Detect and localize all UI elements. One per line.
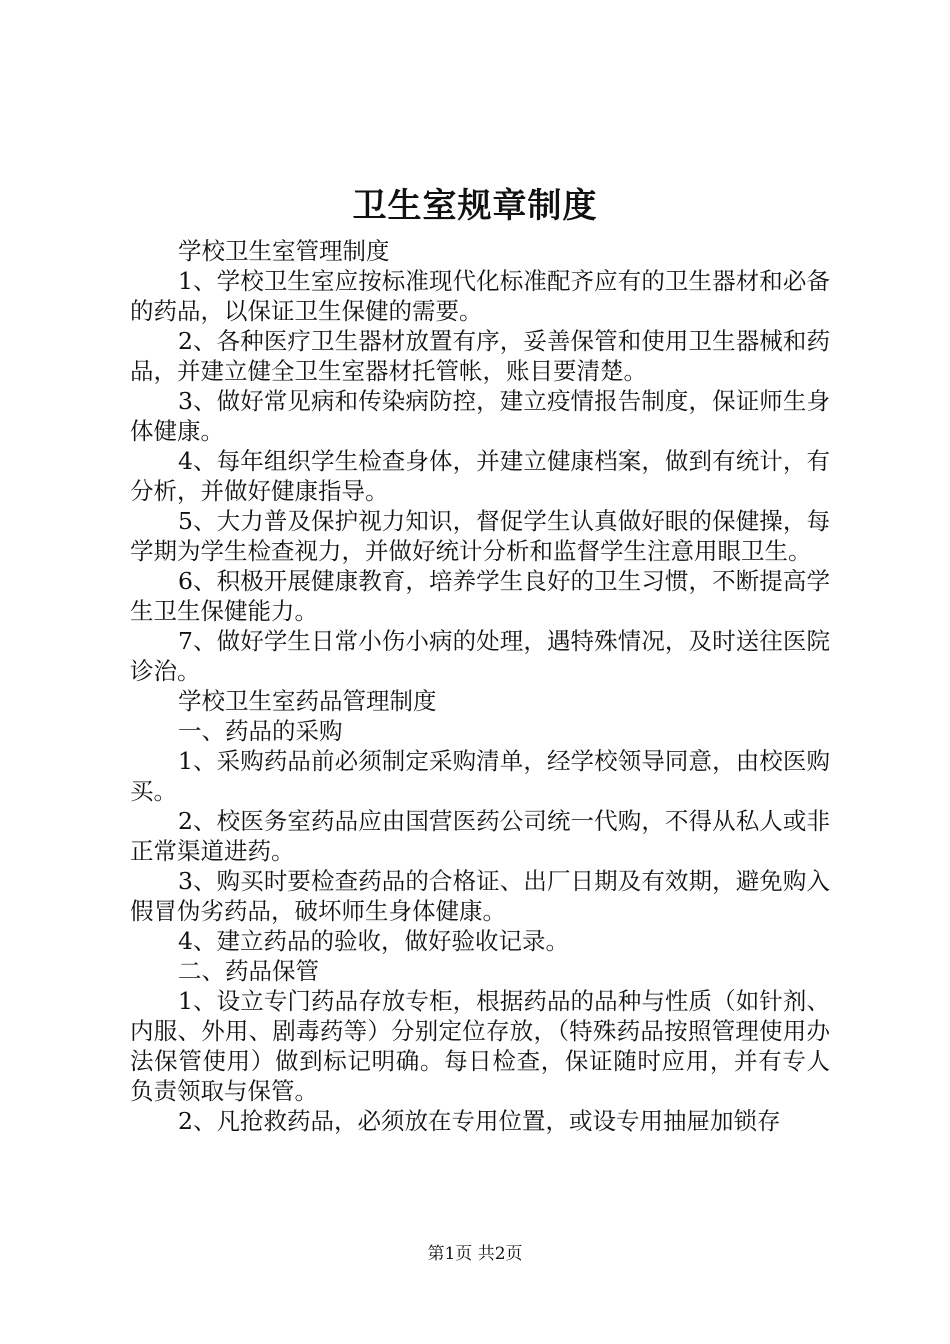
- paragraph: 3、购买时要检查药品的合格证、出厂日期及有效期，避免购入假冒伪劣药品，破坏师生身体健康。: [130, 867, 830, 925]
- section-heading: 学校卫生室药品管理制度: [178, 687, 437, 715]
- paragraph: 2、凡抢救药品，必须放在专用位置，或设专用抽屉加锁存: [178, 1107, 781, 1135]
- paragraph: 7、做好学生日常小伤小病的处理，遇特殊情况，及时送往医院诊治。: [130, 627, 830, 685]
- paragraph: 4、建立药品的验收，做好验收记录。: [178, 927, 569, 955]
- paragraph: 1、学校卫生室应按标准现代化标准配齐应有的卫生器材和必备的药品，以保证卫生保健的需要。: [130, 267, 830, 325]
- paragraph: 1、设立专门药品存放专柜，根据药品的品种与性质（如针剂、内服、外用、剧毒药等）分别定位存放，（特殊药品按照管理使用办法保管使用）做到标记明确。每日检查，保证随时应用，并有专人负责领取与保管。: [130, 987, 830, 1105]
- section-heading: 学校卫生室管理制度: [178, 237, 390, 265]
- paragraph: 1、采购药品前必须制定采购清单，经学校领导同意，由校医购买。: [130, 747, 830, 805]
- paragraph: 6、积极开展健康教育，培养学生良好的卫生习惯，不断提高学生卫生保健能力。: [130, 567, 830, 625]
- document-body: [130, 236, 830, 1136]
- paragraph: 2、校医务室药品应由国营医药公司统一代购，不得从私人或非正常渠道进药。: [130, 807, 830, 865]
- paragraph: 3、做好常见病和传染病防控，建立疫情报告制度，保证师生身体健康。: [130, 387, 830, 445]
- page-footer: 第1页 共2页: [427, 1244, 523, 1264]
- subsection-heading: 一、药品的采购: [178, 717, 343, 745]
- paragraph: 5、大力普及保护视力知识，督促学生认真做好眼的保健操，每学期为学生检查视力，并做好统计分析和监督学生注意用眼卫生。: [130, 507, 830, 565]
- paragraph: 4、每年组织学生检查身体，并建立健康档案，做到有统计，有分析，并做好健康指导。: [130, 447, 830, 505]
- document-title: 卫生室规章制度: [352, 186, 598, 226]
- subsection-heading: 二、药品保管: [178, 957, 319, 985]
- paragraph: 2、各种医疗卫生器材放置有序，妥善保管和使用卫生器械和药品，并建立健全卫生室器材托管帐，账目要清楚。: [130, 327, 830, 385]
